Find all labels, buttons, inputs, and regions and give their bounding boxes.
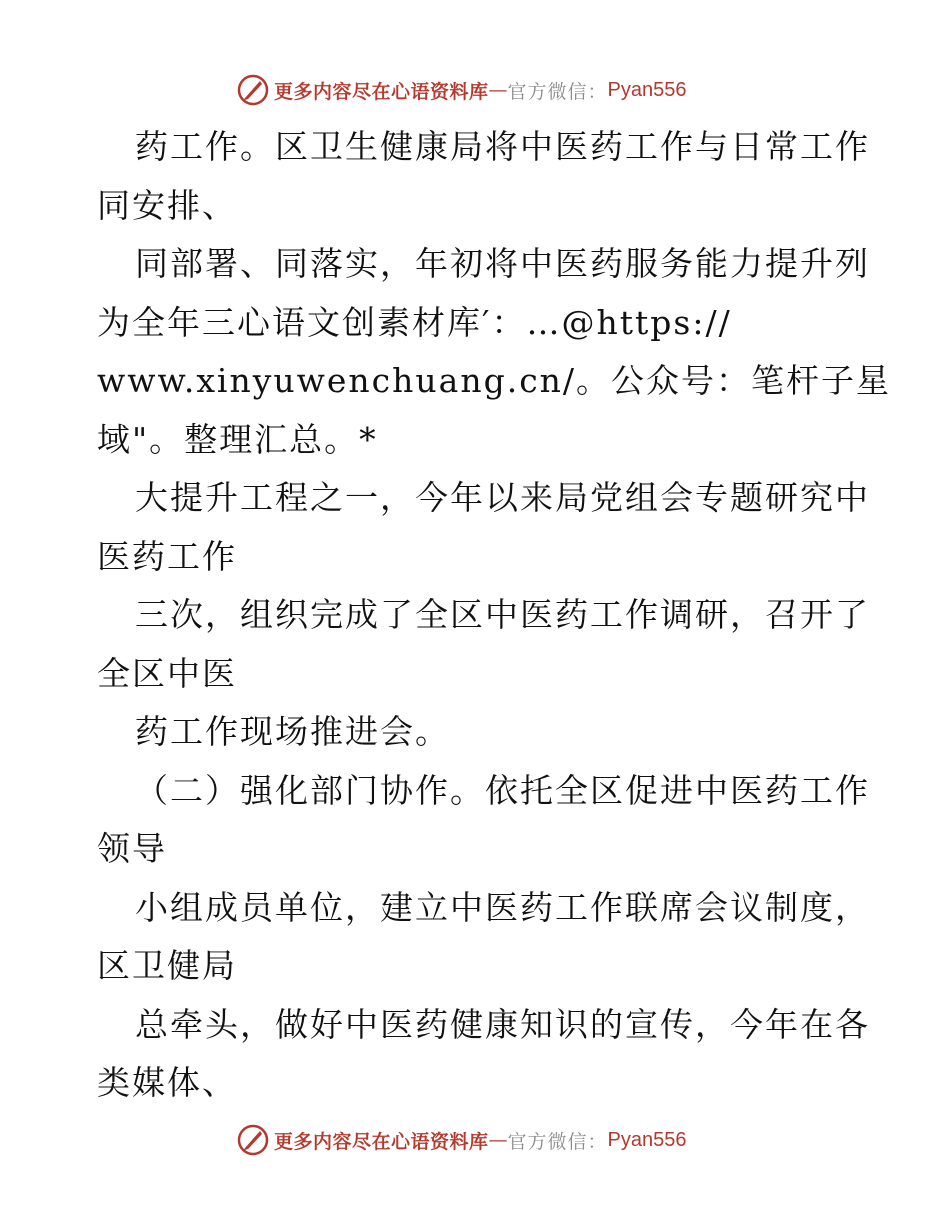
document-body [97, 118, 892, 1113]
header-watermark [236, 72, 687, 108]
body-line: 类媒体、 [97, 1063, 237, 1102]
body-line: 医药工作 [97, 536, 237, 576]
header-contact-label: 官方微信： [507, 80, 608, 103]
quill-logo-icon [236, 1123, 270, 1157]
body-line: 同安排、 [97, 185, 237, 225]
header-contact-account: Pyan556 [607, 78, 687, 101]
body-line: 区卫健局 [97, 946, 237, 985]
body-line: 为全年三心语文创素材库′：…@https:// [97, 302, 732, 342]
quill-logo-icon [236, 73, 270, 107]
body-line: （二）强化部门协作。依托全区促进中医药工作 [135, 770, 870, 810]
body-line: 大提升工程之一，今年以来局党组会专题研究中 [135, 478, 870, 517]
body-line: 同部署、同落实，年初将中医药服务能力提升列 [135, 244, 870, 283]
footer-brand-text: 更多内容尽在心语资料库 [274, 1130, 489, 1153]
body-line: www.xinyuwenchuang.cn/。公众号：笔杆子星 [97, 361, 892, 400]
body-line: 领导 [97, 829, 167, 868]
body-line: 三次，组织完成了全区中医药工作调研，召开了 [135, 595, 870, 634]
body-line: 总牵头，做好中医药健康知识的宣传，今年在各 [135, 1004, 870, 1044]
body-line: 全区中医 [97, 653, 237, 693]
footer-watermark [236, 1122, 687, 1158]
footer-separator: — [488, 1129, 508, 1151]
header-brand-text: 更多内容尽在心语资料库 [274, 80, 489, 103]
footer-contact-label: 官方微信： [507, 1130, 608, 1153]
body-line: 药工作现场推进会。 [135, 712, 450, 751]
header-separator: — [488, 79, 508, 101]
body-line: 域"。整理汇总。* [97, 419, 378, 459]
body-line: 药工作。区卫生健康局将中医药工作与日常工作 [135, 127, 870, 166]
body-line: 小组成员单位，建立中医药工作联席会议制度， [135, 887, 870, 927]
footer-contact-account: Pyan556 [607, 1128, 687, 1151]
